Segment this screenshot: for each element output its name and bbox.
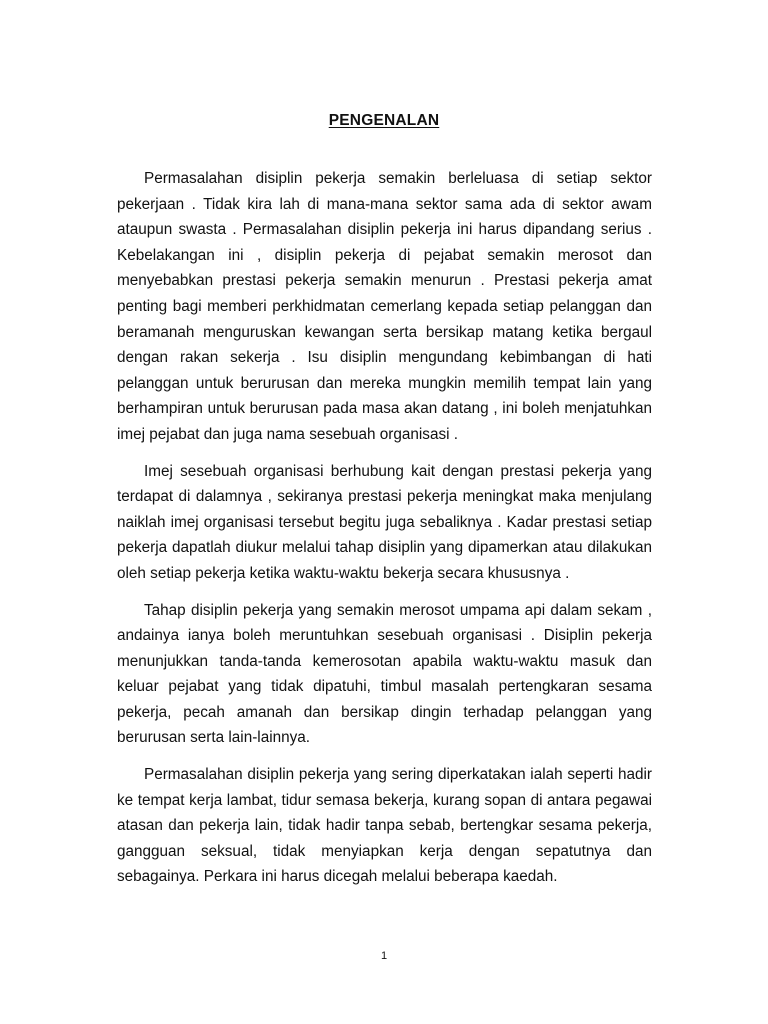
paragraph-2: Imej sesebuah organisasi berhubung kait dengan prestasi pekerja yang terdapat di dalamnya , sekiranya prestasi pekerja meningkat maka menjulang naiklah imej organisasi tersebut begitu juga sebaliknya . Kadar prestasi setiap pekerja dapatlah diukur melalui tahap disiplin yang dipamerkan atau dilakukan oleh setiap pekerja ketika waktu-waktu bekerja secara khususnya . <box>117 462 652 582</box>
document-body <box>117 166 652 901</box>
paragraph-3: Tahap disiplin pekerja yang semakin merosot umpama api dalam sekam , andainya ianya boleh meruntuhkan sesebuah organisasi . Disiplin pekerja menunjukkan tanda-tanda kemerosotan apabila waktu-waktu masuk dan keluar pejabat yang tidak dipatuhi, timbul masalah pertengkaran sesama pekerja, pecah amanah dan bersikap dingin terhadap pelanggan yang berurusan serta lain-lainnya. <box>117 601 652 747</box>
paragraph-1: Permasalahan disiplin pekerja semakin berleluasa di setiap sektor pekerjaan . Tidak kira lah di mana-mana sektor sama ada di sektor awam ataupun swasta . Permasalahan disiplin pekerja ini harus dipandang serius . Kebelakangan ini , disiplin pekerja di pejabat semakin merosot dan menyebabkan prestasi pekerja semakin menurun . Prestasi pekerja amat penting bagi memberi perkhidmatan cemerlang kepada setiap pelanggan dan beramanah menguruskan kewangan serta bersikap matang ketika bergaul dengan rakan sekerja . Isu disiplin mengundang kebimbangan di hati pelanggan untuk berurusan dan mereka mungkin memilih tempat lain yang berhampiran untuk berurusan pada masa akan datang , ini boleh menjatuhkan imej pejabat dan juga nama sesebuah organisasi . <box>117 170 652 443</box>
page-title: PENGENALAN <box>328 112 440 129</box>
page-number: 1 <box>380 950 388 962</box>
paragraph-4: Permasalahan disiplin pekerja yang sering diperkatakan ialah seperti hadir ke tempat kerja lambat, tidur semasa bekerja, kurang sopan di antara pegawai atasan dan pekerja lain, tidak hadir tanpa sebab, bertengkar sesama pekerja, gangguan seksual, tidak menyiapkan kerja dengan sepatutnya dan sebagainya. Perkara ini harus dicegah melalui beberapa kaedah. <box>117 766 652 886</box>
